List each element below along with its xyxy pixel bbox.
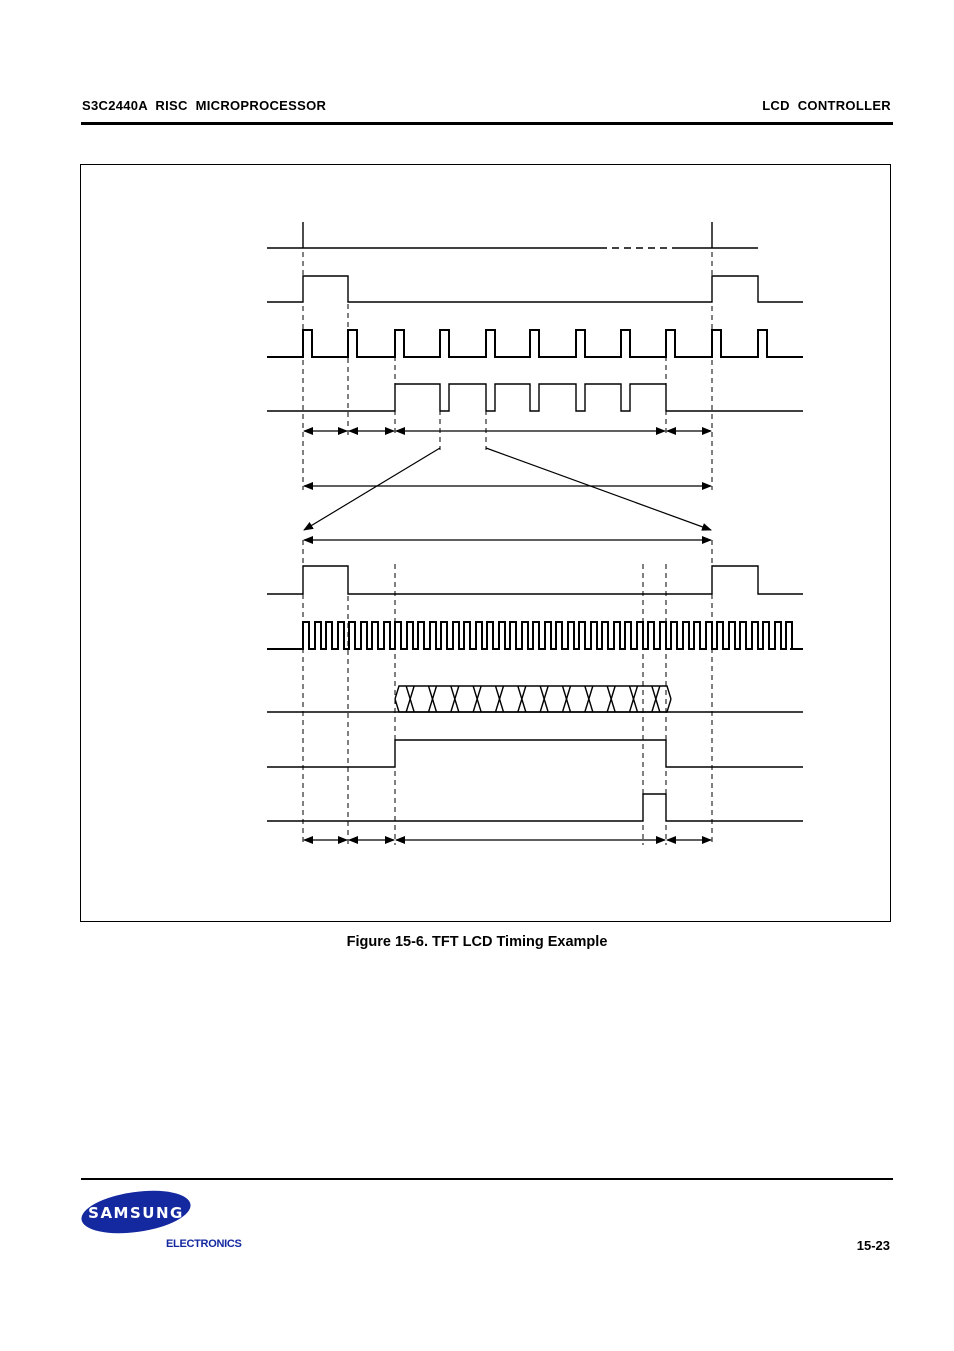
signal-vclk xyxy=(267,622,803,649)
signal-vden-lower xyxy=(267,740,803,767)
footer-rule xyxy=(81,1178,893,1180)
logo-wordmark: SAMSUNG xyxy=(88,1204,184,1222)
arrow-zoom-right xyxy=(486,448,711,530)
page-number: 15-23 xyxy=(856,1238,890,1253)
signal-hsync-upper xyxy=(267,330,803,357)
figure-caption: Figure 15-6. TFT LCD Timing Example xyxy=(346,934,608,950)
signal-vden-upper xyxy=(267,384,803,411)
header-section: LCD CONTROLLER xyxy=(762,98,891,113)
samsung-logo xyxy=(80,1188,196,1238)
header-title: S3C2440A RISC MICROPROCESSOR xyxy=(82,98,327,113)
signal-vsync xyxy=(267,276,803,302)
signal-lend xyxy=(267,794,803,821)
arrow-zoom-left xyxy=(304,448,440,530)
logo-subtext: ELECTRONICS xyxy=(166,1238,242,1250)
signal-hsync-lower xyxy=(267,566,803,594)
